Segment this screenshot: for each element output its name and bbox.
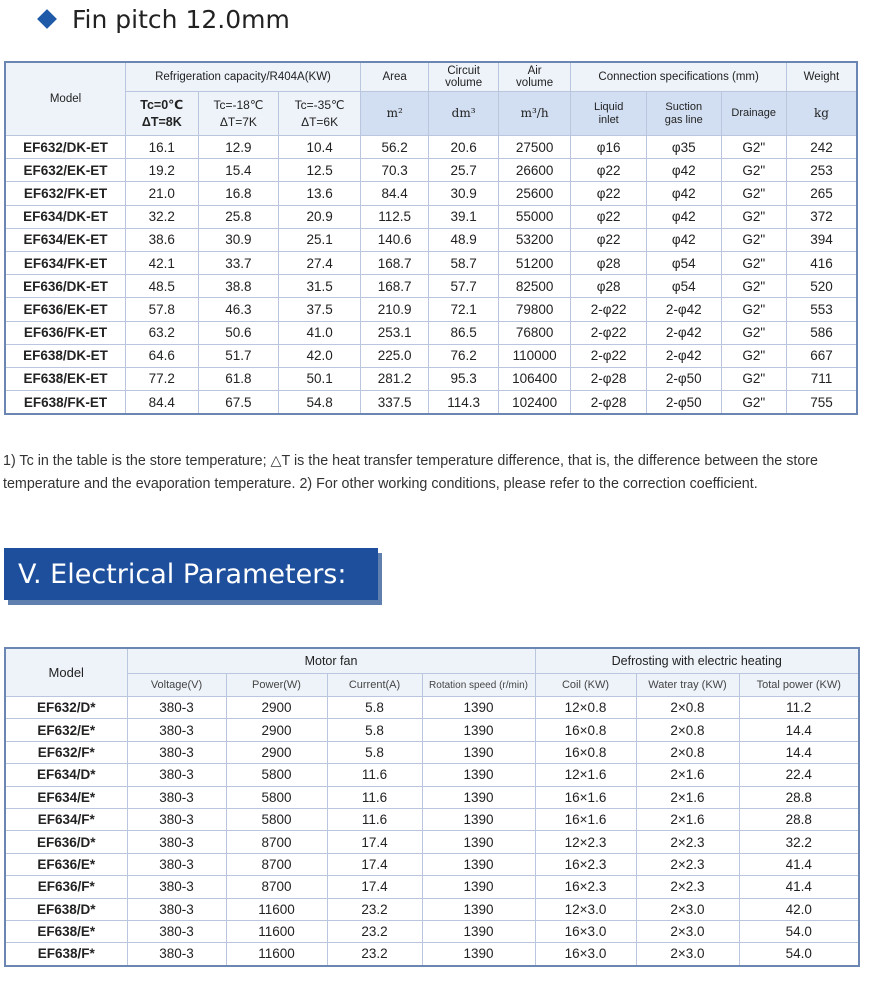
col-area-header: Area: [360, 62, 428, 92]
table-cell: 380-3: [127, 898, 226, 920]
table-cell: 586: [786, 321, 857, 344]
table-cell: 225.0: [360, 344, 428, 367]
table-cell: φ22: [571, 205, 647, 228]
col-model-header-2: Model: [5, 648, 127, 697]
table-cell: 38.8: [198, 275, 279, 298]
table-cell: 84.4: [360, 182, 428, 205]
table-cell: G2": [721, 228, 786, 251]
table-cell: 380-3: [127, 943, 226, 966]
table-cell: 2×0.8: [636, 719, 739, 741]
table-cell: 79800: [498, 298, 571, 321]
table-cell: 1390: [422, 920, 535, 942]
table-cell: 22.4: [739, 764, 859, 786]
table-cell: 5800: [226, 808, 327, 830]
table-cell: 25.7: [429, 159, 498, 182]
table-cell: 21.0: [126, 182, 199, 205]
col-motor-fan-header: Motor fan: [127, 648, 535, 674]
table-row: [5, 808, 859, 830]
tc0-header: Tc=0℃ ΔT=8K: [126, 92, 199, 136]
table-row: [5, 898, 859, 920]
table-cell: 2×2.3: [636, 831, 739, 853]
table-cell: 102400: [498, 391, 571, 415]
total-power-header: Total power (KW): [739, 674, 859, 697]
table-cell: 32.2: [126, 205, 199, 228]
coil-header: Coil (KW): [535, 674, 636, 697]
table-cell: 25.8: [198, 205, 279, 228]
model-cell: EF638/DK-ET: [5, 344, 126, 367]
table-cell: 711: [786, 367, 857, 390]
tc35-header: Tc=-35℃ ΔT=6K: [279, 92, 361, 136]
table-cell: 95.3: [429, 367, 498, 390]
table-cell: G2": [721, 182, 786, 205]
model-cell: EF632/D*: [5, 697, 127, 719]
col-model-header: Model: [5, 62, 126, 136]
table-cell: 8700: [226, 876, 327, 898]
table-cell: 520: [786, 275, 857, 298]
table-cell: 5.8: [327, 697, 422, 719]
table-cell: 16×1.6: [535, 786, 636, 808]
suction-gas-line-header: Suction gas line: [646, 92, 721, 136]
table-cell: 57.7: [429, 275, 498, 298]
table-row: [5, 719, 859, 741]
table-cell: 30.9: [429, 182, 498, 205]
table-cell: 16×2.3: [535, 876, 636, 898]
table-cell: 265: [786, 182, 857, 205]
table-cell: 82500: [498, 275, 571, 298]
table-cell: 25600: [498, 182, 571, 205]
table-cell: 72.1: [429, 298, 498, 321]
model-cell: EF632/FK-ET: [5, 182, 126, 205]
model-cell: EF636/F*: [5, 876, 127, 898]
table-row: [5, 275, 857, 298]
table-row: [5, 853, 859, 875]
table-cell: 11600: [226, 920, 327, 942]
table-cell: 15.4: [198, 159, 279, 182]
current-header: Current(A): [327, 674, 422, 697]
model-cell: EF638/F*: [5, 943, 127, 966]
table-row: [5, 920, 859, 942]
table-cell: 2×0.8: [636, 697, 739, 719]
table-cell: 380-3: [127, 808, 226, 830]
table-cell: 5800: [226, 764, 327, 786]
table-cell: 70.3: [360, 159, 428, 182]
table-row: [5, 391, 857, 415]
table-cell: G2": [721, 298, 786, 321]
table-cell: φ28: [571, 275, 647, 298]
table-cell: 58.7: [429, 251, 498, 274]
table-cell: 1390: [422, 831, 535, 853]
table-cell: φ42: [646, 205, 721, 228]
fin-pitch-heading: [40, 4, 290, 34]
table-cell: 2-φ50: [646, 367, 721, 390]
table-cell: 1390: [422, 943, 535, 966]
table-cell: 57.8: [126, 298, 199, 321]
table-cell: 2×3.0: [636, 920, 739, 942]
table-cell: 168.7: [360, 251, 428, 274]
col-defrosting-header: Defrosting with electric heating: [535, 648, 859, 674]
table-cell: G2": [721, 251, 786, 274]
table-cell: 110000: [498, 344, 571, 367]
air-unit-header: m³/h: [498, 92, 571, 136]
table-cell: 2-φ28: [571, 391, 647, 415]
table-cell: 1390: [422, 898, 535, 920]
power-header: Power(W): [226, 674, 327, 697]
table-row: [5, 697, 859, 719]
model-cell: EF638/D*: [5, 898, 127, 920]
table-cell: 50.1: [279, 367, 361, 390]
table-cell: 553: [786, 298, 857, 321]
table-cell: 1390: [422, 719, 535, 741]
table-cell: 28.8: [739, 786, 859, 808]
model-cell: EF638/FK-ET: [5, 391, 126, 415]
table-row: [5, 876, 859, 898]
liquid-inlet-header: Liquid inlet: [571, 92, 647, 136]
table-cell: 20.6: [429, 136, 498, 159]
table-cell: 281.2: [360, 367, 428, 390]
table-row: [5, 205, 857, 228]
table-row: [5, 367, 857, 390]
table-cell: 2-φ42: [646, 321, 721, 344]
table-cell: 1390: [422, 876, 535, 898]
table-cell: G2": [721, 159, 786, 182]
table-cell: 12×2.3: [535, 831, 636, 853]
table-cell: 112.5: [360, 205, 428, 228]
table-cell: 46.3: [198, 298, 279, 321]
table-cell: 416: [786, 251, 857, 274]
table-cell: 253.1: [360, 321, 428, 344]
table-row: [5, 741, 859, 763]
table-cell: 42.1: [126, 251, 199, 274]
table-cell: 13.6: [279, 182, 361, 205]
table-cell: φ42: [646, 182, 721, 205]
table-cell: 55000: [498, 205, 571, 228]
table-cell: 23.2: [327, 943, 422, 966]
table-row: [5, 943, 859, 966]
model-cell: EF638/E*: [5, 920, 127, 942]
table-cell: 11600: [226, 898, 327, 920]
table-cell: 8700: [226, 831, 327, 853]
table-row: [5, 831, 859, 853]
model-cell: EF634/D*: [5, 764, 127, 786]
table-cell: 42.0: [739, 898, 859, 920]
table-cell: 12×0.8: [535, 697, 636, 719]
table-cell: 380-3: [127, 831, 226, 853]
section-title: V. Electrical Parameters:: [18, 558, 347, 590]
table-cell: 372: [786, 205, 857, 228]
table-cell: φ54: [646, 251, 721, 274]
table-cell: 114.3: [429, 391, 498, 415]
table-cell: 48.9: [429, 228, 498, 251]
table-cell: 12.9: [198, 136, 279, 159]
table-cell: 380-3: [127, 697, 226, 719]
table-cell: 5.8: [327, 719, 422, 741]
table-cell: 1390: [422, 853, 535, 875]
table-cell: 12×3.0: [535, 898, 636, 920]
col-refrigeration-header: Refrigeration capacity/R404A(KW): [126, 62, 361, 92]
table-cell: 2-φ22: [571, 321, 647, 344]
table-cell: 394: [786, 228, 857, 251]
table-cell: 168.7: [360, 275, 428, 298]
electrical-params-table: [4, 647, 860, 967]
table-cell: 17.4: [327, 853, 422, 875]
table-cell: 17.4: [327, 876, 422, 898]
table-cell: φ16: [571, 136, 647, 159]
weight-unit-header: kg: [786, 92, 857, 136]
table-cell: 76800: [498, 321, 571, 344]
model-cell: EF634/EK-ET: [5, 228, 126, 251]
table-cell: 2×3.0: [636, 898, 739, 920]
table-cell: 56.2: [360, 136, 428, 159]
tc18-header: Tc=-18℃ ΔT=7K: [198, 92, 279, 136]
table-cell: 28.8: [739, 808, 859, 830]
table-cell: 242: [786, 136, 857, 159]
table-cell: 41.4: [739, 876, 859, 898]
electrical-table-body: [5, 697, 859, 966]
table-cell: 41.0: [279, 321, 361, 344]
table-cell: 23.2: [327, 898, 422, 920]
drainage-header: Drainage: [721, 92, 786, 136]
table-cell: 16×1.6: [535, 808, 636, 830]
table-cell: 32.2: [739, 831, 859, 853]
water-tray-header: Water tray (KW): [636, 674, 739, 697]
table-cell: 16×3.0: [535, 943, 636, 966]
table-cell: φ35: [646, 136, 721, 159]
table-cell: 12.5: [279, 159, 361, 182]
table-cell: 2900: [226, 697, 327, 719]
refrigeration-spec-table: [4, 61, 858, 415]
table-cell: 2×2.3: [636, 853, 739, 875]
table-cell: φ22: [571, 228, 647, 251]
model-cell: EF636/DK-ET: [5, 275, 126, 298]
table-cell: 11.6: [327, 808, 422, 830]
table-cell: 31.5: [279, 275, 361, 298]
table-cell: 77.2: [126, 367, 199, 390]
table-cell: 14.4: [739, 741, 859, 763]
table-cell: 16×2.3: [535, 853, 636, 875]
refrigeration-table-body: [5, 136, 857, 415]
table-cell: 61.8: [198, 367, 279, 390]
table-cell: 54.0: [739, 920, 859, 942]
table-cell: φ22: [571, 159, 647, 182]
table-cell: 54.0: [739, 943, 859, 966]
table-cell: 106400: [498, 367, 571, 390]
table-cell: φ28: [571, 251, 647, 274]
table-cell: 253: [786, 159, 857, 182]
table-cell: 30.9: [198, 228, 279, 251]
table-cell: 2900: [226, 719, 327, 741]
model-cell: EF632/F*: [5, 741, 127, 763]
table-cell: G2": [721, 391, 786, 415]
table-cell: 54.8: [279, 391, 361, 415]
table-cell: 37.5: [279, 298, 361, 321]
table-cell: 1390: [422, 764, 535, 786]
table-row: [5, 136, 857, 159]
area-unit-header: m²: [360, 92, 428, 136]
table-cell: 63.2: [126, 321, 199, 344]
table-cell: 1390: [422, 808, 535, 830]
table-cell: 39.1: [429, 205, 498, 228]
table-cell: 19.2: [126, 159, 199, 182]
table-row: [5, 344, 857, 367]
table-cell: 380-3: [127, 920, 226, 942]
table-row: [5, 786, 859, 808]
table-cell: 2×1.6: [636, 764, 739, 786]
table-cell: 10.4: [279, 136, 361, 159]
table-cell: 667: [786, 344, 857, 367]
model-cell: EF634/E*: [5, 786, 127, 808]
table-cell: 16.8: [198, 182, 279, 205]
model-cell: EF638/EK-ET: [5, 367, 126, 390]
table-cell: 48.5: [126, 275, 199, 298]
table-cell: 76.2: [429, 344, 498, 367]
table-cell: 2×3.0: [636, 943, 739, 966]
table-cell: 2×1.6: [636, 808, 739, 830]
table-cell: 2-φ28: [571, 367, 647, 390]
voltage-header: Voltage(V): [127, 674, 226, 697]
table-cell: 380-3: [127, 853, 226, 875]
table-cell: 27500: [498, 136, 571, 159]
table-cell: 17.4: [327, 831, 422, 853]
model-cell: EF634/DK-ET: [5, 205, 126, 228]
table-cell: 380-3: [127, 719, 226, 741]
table-cell: 16×0.8: [535, 719, 636, 741]
table-cell: 14.4: [739, 719, 859, 741]
model-cell: EF636/E*: [5, 853, 127, 875]
table-row: [5, 251, 857, 274]
table-cell: 1390: [422, 786, 535, 808]
table-row: [5, 321, 857, 344]
col-connection-header: Connection specifications (mm): [571, 62, 787, 92]
rotation-speed-header: Rotation speed (r/min): [422, 674, 535, 697]
table-cell: G2": [721, 344, 786, 367]
table-cell: 86.5: [429, 321, 498, 344]
table-cell: 380-3: [127, 786, 226, 808]
table-cell: 11.6: [327, 786, 422, 808]
table-cell: 27.4: [279, 251, 361, 274]
table-cell: 50.6: [198, 321, 279, 344]
table-cell: 25.1: [279, 228, 361, 251]
table-cell: 2×2.3: [636, 876, 739, 898]
table-cell: 2-φ42: [646, 298, 721, 321]
table-cell: 337.5: [360, 391, 428, 415]
table-cell: 67.5: [198, 391, 279, 415]
table-cell: G2": [721, 367, 786, 390]
table-cell: φ54: [646, 275, 721, 298]
table-cell: 41.4: [739, 853, 859, 875]
table-cell: φ42: [646, 159, 721, 182]
table-cell: 11600: [226, 943, 327, 966]
table-cell: G2": [721, 136, 786, 159]
table-cell: 2-φ22: [571, 344, 647, 367]
table-cell: 16×0.8: [535, 741, 636, 763]
table-cell: 380-3: [127, 876, 226, 898]
model-cell: EF636/EK-ET: [5, 298, 126, 321]
model-cell: EF636/D*: [5, 831, 127, 853]
table-cell: G2": [721, 321, 786, 344]
table-cell: 26600: [498, 159, 571, 182]
section-banner: [4, 548, 378, 600]
table-cell: 5.8: [327, 741, 422, 763]
table-cell: 5800: [226, 786, 327, 808]
col-weight-header: Weight: [786, 62, 857, 92]
table-cell: 33.7: [198, 251, 279, 274]
table-cell: 12×1.6: [535, 764, 636, 786]
col-circuit-volume-header: Circuit volume: [429, 62, 498, 92]
table-cell: G2": [721, 275, 786, 298]
table-cell: 42.0: [279, 344, 361, 367]
model-cell: EF632/EK-ET: [5, 159, 126, 182]
table-cell: 380-3: [127, 741, 226, 763]
table-row: [5, 764, 859, 786]
table-cell: 53200: [498, 228, 571, 251]
model-cell: EF634/FK-ET: [5, 251, 126, 274]
table-cell: G2": [721, 205, 786, 228]
table-cell: 38.6: [126, 228, 199, 251]
table-cell: 51.7: [198, 344, 279, 367]
table-cell: 51200: [498, 251, 571, 274]
table-cell: 2900: [226, 741, 327, 763]
table-cell: 2-φ42: [646, 344, 721, 367]
table-cell: 84.4: [126, 391, 199, 415]
table-cell: 140.6: [360, 228, 428, 251]
table-cell: 1390: [422, 697, 535, 719]
diamond-bullet-icon: [37, 9, 57, 29]
table-cell: 2-φ50: [646, 391, 721, 415]
fin-pitch-title: Fin pitch 12.0mm: [72, 4, 290, 34]
model-cell: EF632/E*: [5, 719, 127, 741]
model-cell: EF632/DK-ET: [5, 136, 126, 159]
table-cell: 8700: [226, 853, 327, 875]
table-cell: 210.9: [360, 298, 428, 321]
table-cell: 11.6: [327, 764, 422, 786]
table-row: [5, 159, 857, 182]
table-cell: 755: [786, 391, 857, 415]
table-cell: 16.1: [126, 136, 199, 159]
table-cell: 2×1.6: [636, 786, 739, 808]
table-row: [5, 228, 857, 251]
model-cell: EF634/F*: [5, 808, 127, 830]
table-row: [5, 298, 857, 321]
circuit-unit-header: dm³: [429, 92, 498, 136]
table-cell: 2×0.8: [636, 741, 739, 763]
table-row: [5, 182, 857, 205]
table-cell: 23.2: [327, 920, 422, 942]
table-cell: 64.6: [126, 344, 199, 367]
table-cell: 1390: [422, 741, 535, 763]
col-air-volume-header: Air volume: [498, 62, 571, 92]
table-cell: 380-3: [127, 764, 226, 786]
table-cell: 11.2: [739, 697, 859, 719]
model-cell: EF636/FK-ET: [5, 321, 126, 344]
table-cell: φ42: [646, 228, 721, 251]
table-notes: 1) Tc in the table is the store temperature; △T is the heat transfer temperature difference, that is, the difference between the store temperature and the evaporation temperature. 2) For other working conditions, please refer to the correction coefficient.: [3, 453, 818, 492]
table-cell: 20.9: [279, 205, 361, 228]
table-cell: 16×3.0: [535, 920, 636, 942]
table-cell: 2-φ22: [571, 298, 647, 321]
table-cell: φ22: [571, 182, 647, 205]
